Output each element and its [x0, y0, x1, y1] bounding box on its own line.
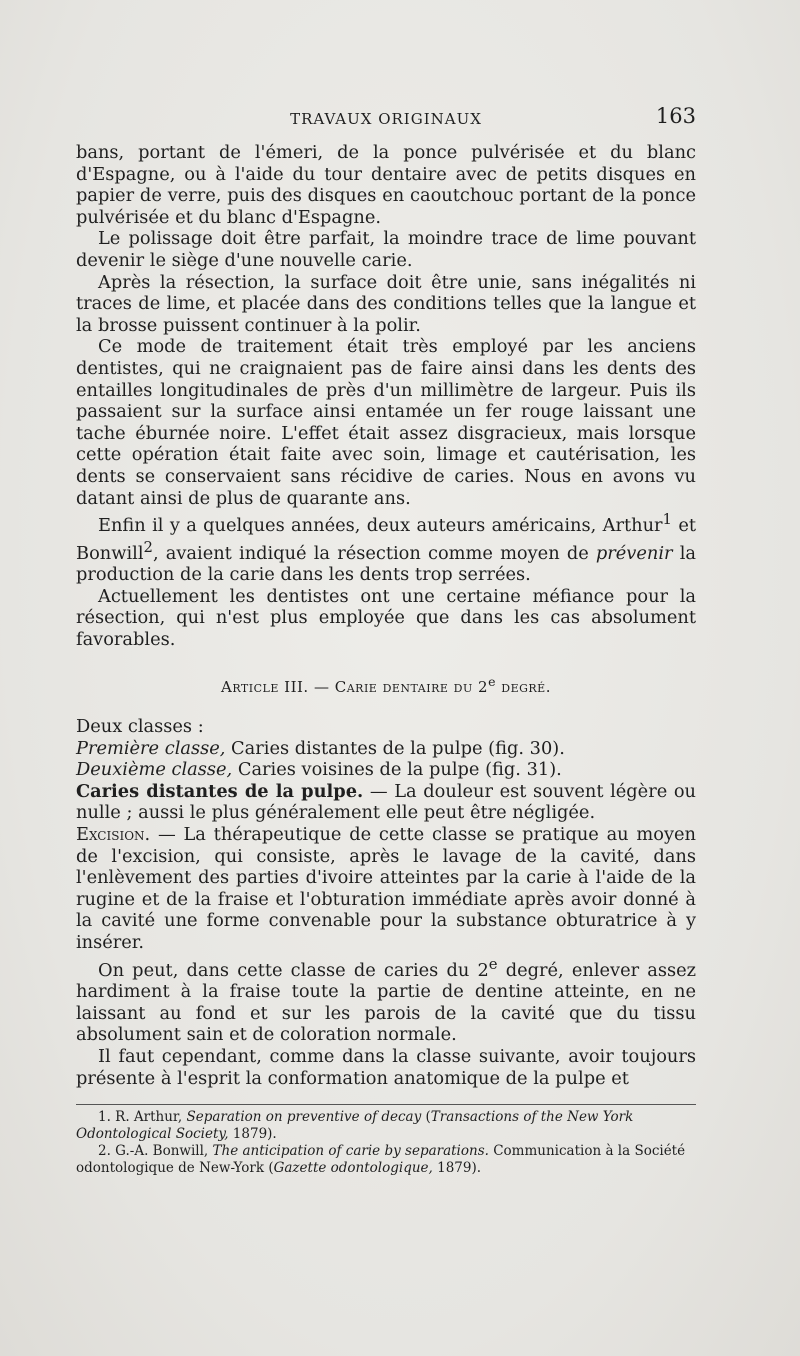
footnotes — [76, 1104, 696, 1177]
italic-run: Gazette odontologique, — [273, 1160, 433, 1176]
italic-run: Première classe, — [76, 737, 226, 759]
footnote-ref: 1 — [662, 511, 672, 529]
text-run: degré, enlever assez hardiment à la fraise toute la partie de dentine atteinte, en ne laissant au fond et sur les parois de la cavité que du tissu absolument sain et de coloration normale. — [76, 959, 696, 1046]
footnote-ref: 2 — [143, 538, 153, 556]
text-run: Enfin il y a quelques années, deux auteurs américains, Arthur — [98, 515, 663, 537]
bold-run: Caries distantes de la pulpe. — [76, 780, 364, 802]
text-run: Communication à la Société odontologique de New-York ( — [76, 1143, 686, 1176]
body-text — [76, 142, 696, 1089]
degree-number: 2 — [478, 677, 489, 696]
footnote — [76, 1109, 696, 1143]
paragraph: Le polissage doit être parfait, la moindre trace de lime pouvant devenir le siège d'une nouvelle carie. — [76, 228, 696, 271]
page-header — [76, 104, 696, 134]
paragraph: Après la résection, la surface doit être unie, sans inégalités ni traces de lime, et placée dans des conditions telles que la langue et la brosse puissent continuer à la polir. — [76, 271, 696, 336]
text-run: 1. R. Arthur, — [98, 1109, 187, 1125]
text-run: 2. G.-A. Bonwill, — [98, 1143, 213, 1159]
paragraph: Actuellement les dentistes ont une certaine méfiance pour la résection, qui n'est plus employée que dans les cas absolument favorables. — [76, 585, 696, 650]
section-heading — [76, 671, 696, 699]
text-run: et Bonwill — [76, 515, 696, 564]
article-label: Article III. — [221, 677, 309, 696]
paragraph — [76, 781, 696, 824]
heading-title: degré. — [495, 677, 551, 696]
paragraph: Deux classes : — [76, 716, 204, 738]
text-run: On peut, dans cette classe de caries du 2 — [98, 959, 489, 981]
italic-run: Separation on preventive of decay — [186, 1109, 422, 1125]
paragraph — [76, 954, 696, 1046]
running-head: TRAVAUX ORIGINAUX — [290, 110, 482, 128]
text-run: 1879). — [432, 1160, 482, 1176]
paragraph: bans, portant de l'émeri, de la ponce pulvérisée et du blanc d'Espagne, ou à l'aide du tour dentaire avec de petits disques en papier de verre, puis des disques en caoutchouc portant de la ponce pulvérisée et du blanc d'Espagne. — [76, 142, 696, 228]
footnote — [76, 1143, 696, 1177]
italic-run: prévenir — [595, 542, 673, 564]
italic-run: Deuxième classe, — [76, 759, 233, 781]
page-number: 163 — [655, 104, 696, 128]
text-run: ( — [421, 1109, 431, 1125]
degree-sup: e — [488, 673, 496, 689]
text-run: 1879). — [228, 1126, 277, 1142]
text-run: la production de la carie dans les dents trop serrées. — [76, 542, 696, 586]
paragraph — [76, 509, 696, 586]
heading-dash: — — [308, 677, 335, 696]
italic-run: Transactions of the New York Odontological Society, — [76, 1109, 634, 1142]
paragraph — [76, 824, 696, 954]
small-caps-run: Excision. — [76, 824, 151, 846]
degree-sup: e — [488, 955, 498, 973]
text-run: — La douleur est souvent légère ou nulle ; aussi le plus généralement elle peut être négligée. — [76, 780, 696, 824]
text-run: — La thérapeutique de cette classe se pratique au moyen de l'excision, qui consiste, après le lavage de la cavité, dans l'enlèvement des parties d'ivoire atteintes par la carie à l'aide de la rugine et de la fraise et l'obturation immédiate après avoir donné à la cavité une forme convenable pour la substance obturatrice à y insérer. — [76, 824, 696, 954]
paragraph: Il faut cependant, comme dans la classe suivante, avoir toujours présente à l'esprit la conformation anatomique de la pulpe et — [76, 1045, 696, 1089]
text-run: Caries distantes de la pulpe (fig. 30). — [225, 737, 565, 759]
heading-title: Carie dentaire du — [334, 677, 479, 696]
paragraph: Ce mode de traitement était très employé par les anciens dentistes, qui ne craignaient pas de faire ainsi dans les dents des entailles longitudinales de près d'un millimètre de largeur. Puis ils passaient sur la surface ainsi entamée un fer rouge laissant une tache éburnée noire. L'effet était assez disgracieux, mais lorsque cette opération était faite avec soin, limage et cautérisation, les dents se conservaient sans récidive de caries. Nous en avons vu datant ainsi de plus de quarante ans. — [76, 336, 696, 509]
text-run: Caries voisines de la pulpe (fig. 31). — [232, 759, 562, 781]
text-run: , avaient indiqué la résection comme moyen de — [152, 542, 596, 564]
paragraph — [76, 759, 696, 781]
italic-run: The anticipation of carie by separations. — [212, 1143, 489, 1159]
paragraph — [76, 738, 696, 760]
